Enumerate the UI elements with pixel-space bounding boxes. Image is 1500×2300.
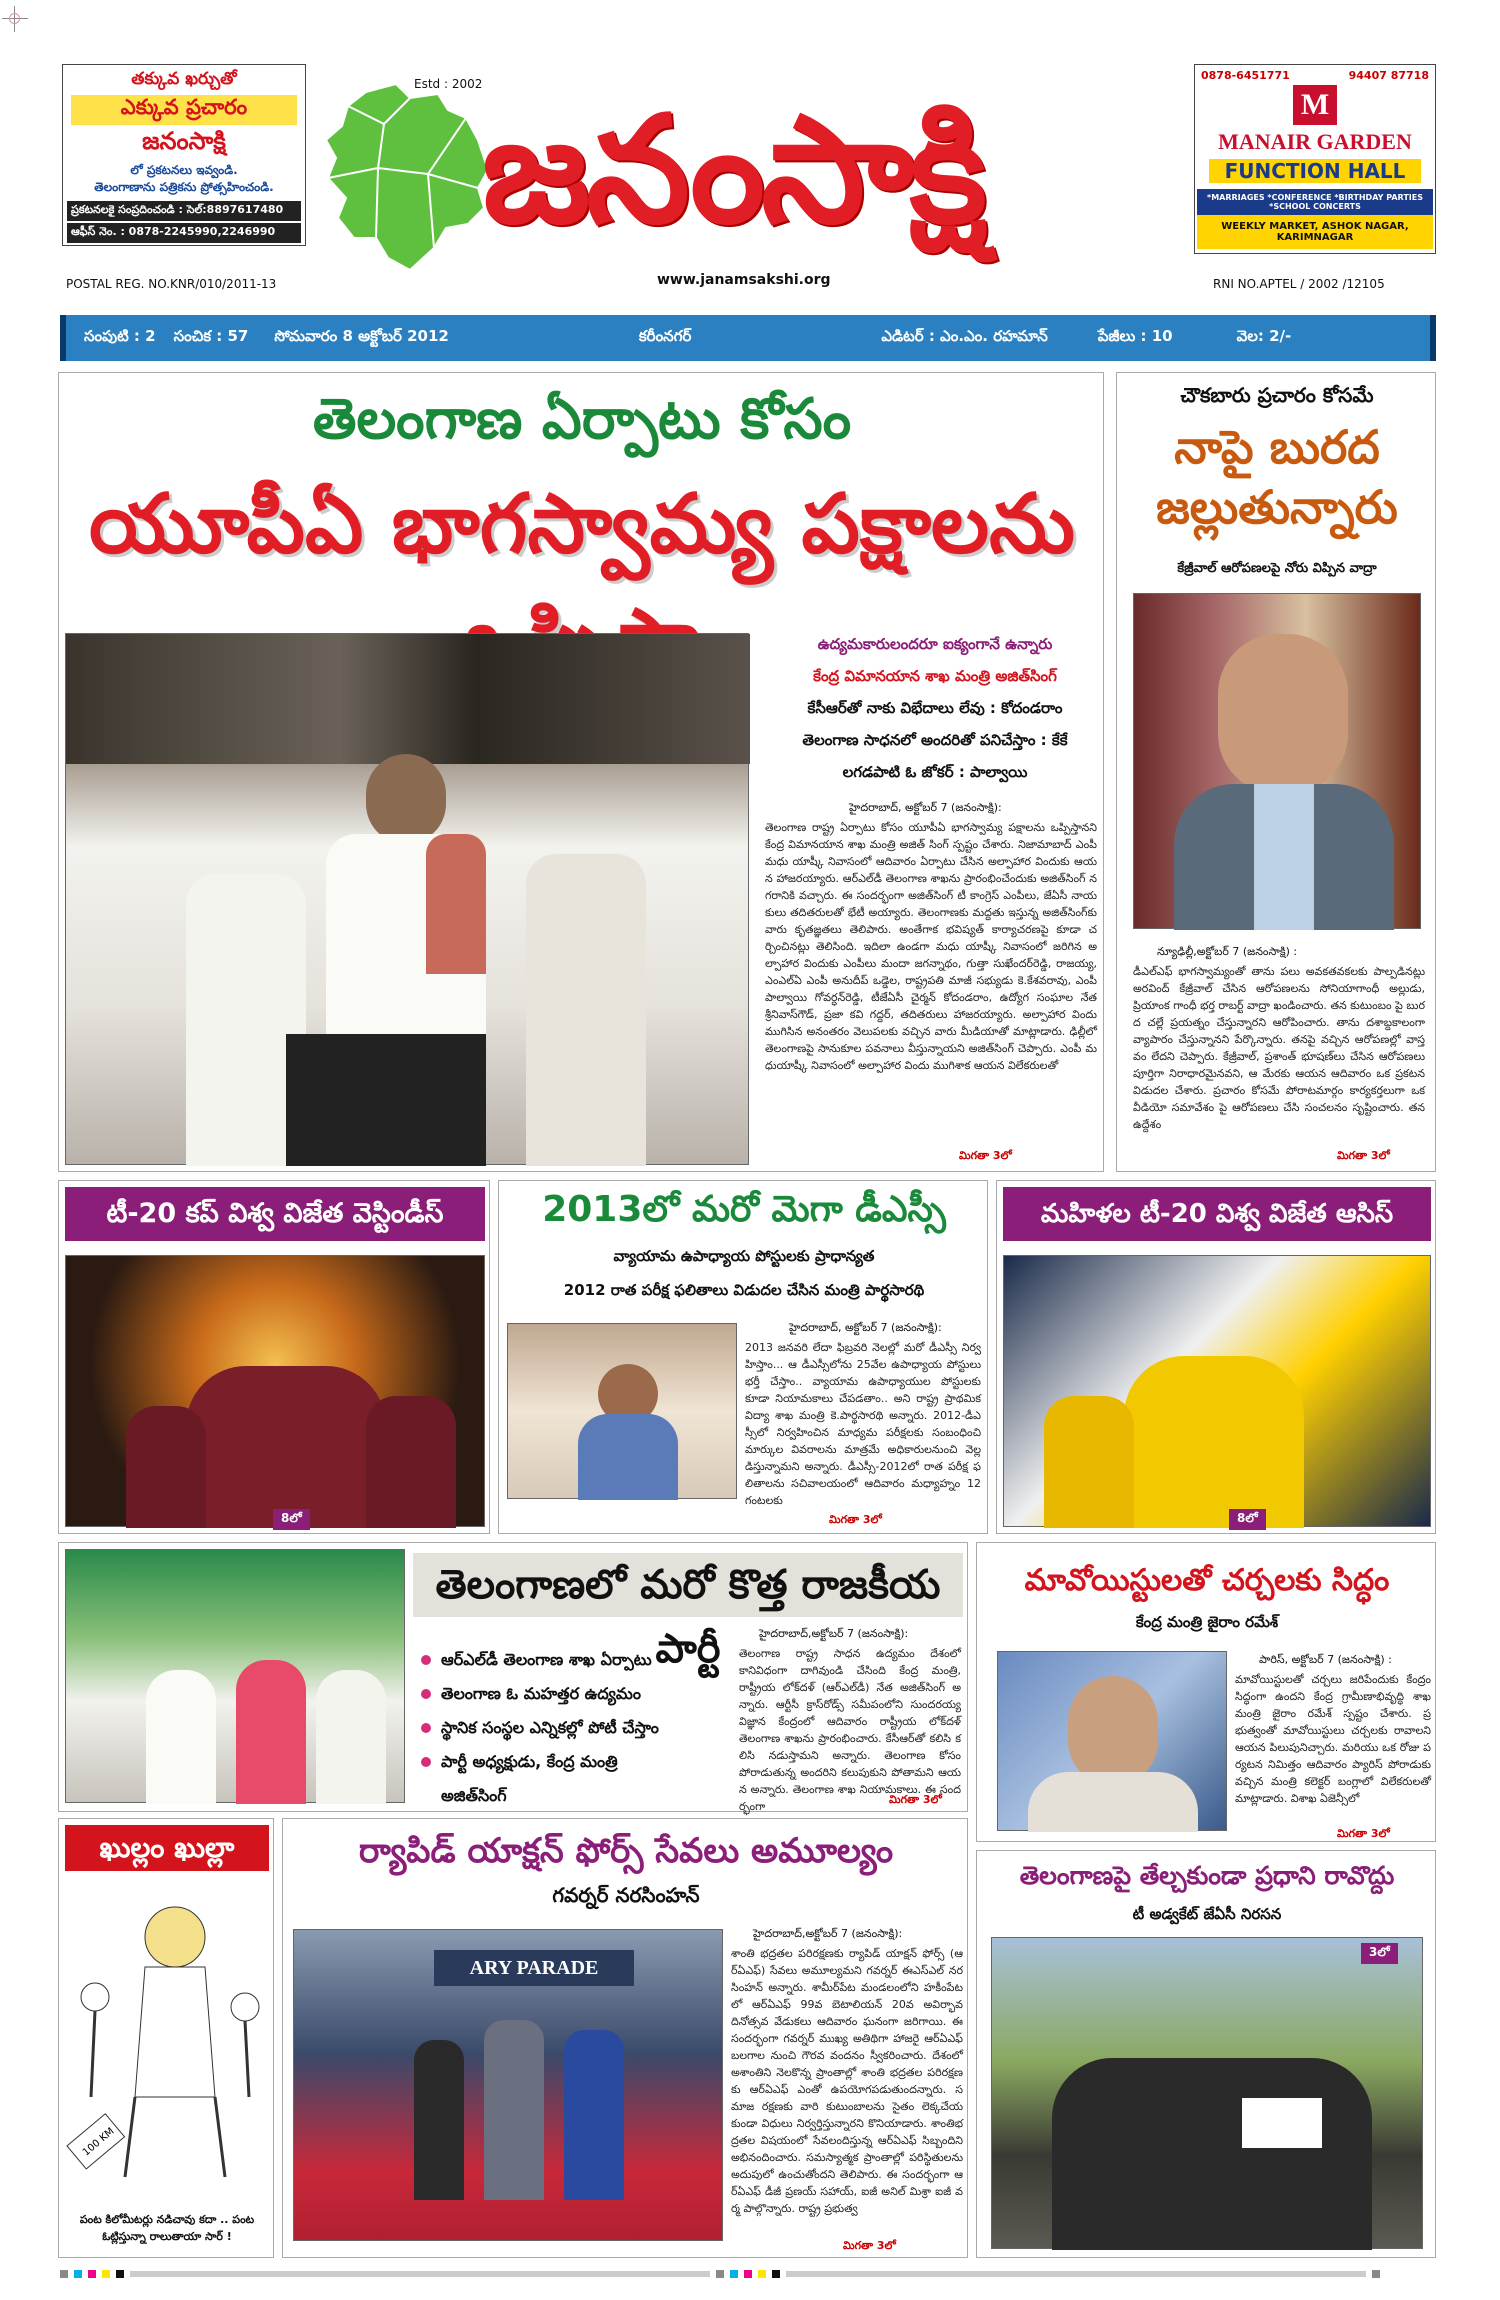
rld-headline: తెలంగాణలో మరో కొత్త రాజకీయ పార్టీ — [413, 1553, 963, 1617]
rld-bullet: ఆర్‌ఎల్‌డీ తెలంగాణ శాఖ ఏర్పాటు — [417, 1643, 667, 1677]
rld-bullets — [417, 1643, 667, 1813]
aus-headline: మహిళల టీ-20 విశ్వ విజేత ఆసిస్ — [1003, 1187, 1431, 1241]
raf-story[interactable] — [282, 1818, 968, 2258]
side-dateline: న్యూఢిల్లీ,అక్టోబర్ 7 (జనంసాక్షి) : — [1157, 945, 1298, 958]
jairam-story[interactable] — [976, 1542, 1436, 1842]
editor: ఎడిటర్ : ఎం.ఎం. రహమాన్ — [881, 327, 1048, 345]
ad-line-2: ఎక్కువ ప్రచారం — [71, 95, 297, 125]
dsc-photo — [507, 1323, 737, 1499]
postal-reg: POSTAL REG. NO.KNR/010/2011-13 — [66, 277, 277, 291]
jairam-sub: కేంద్ర మంత్రి జైరాం రమేశ్ — [1135, 1613, 1279, 1631]
lead-sub-4: తెలంగాణ సాధనలో అందరితో పనిచేస్తాం : కేకే — [802, 731, 1068, 749]
raf-more-link[interactable]: మిగతా 3లో — [843, 2239, 896, 2252]
jairam-body: మావోయిస్టులతో చర్చలు జరిపేందుకు కేంద్రం సిద్ధంగా ఉందని కేంద్ర గ్రామీణాభివృద్ధి శాఖ మంత్రి జైరాం రమేశ్ స్పష్టం చేశారు. ప్రభుత్వంతో మావోయిస్టులు చర్చలకు రావాలని ఆయన పిలుపునిచ్చారు. మరియు ఒక రోజు పర్యటన నిమిత్తం ఆదివారం ప్యారిస్ పోరాడుకు వచ్చిన మంత్రి కలెక్టర్ బంగ్లాలో విలేకరులతో మాట్లాడారు. విశాఖ ఏజెన్సీలో — [1235, 1673, 1431, 1805]
crop-mark — [9, 13, 20, 24]
cartoon-drawing — [65, 1877, 269, 2197]
place: కరీంనగర్ — [638, 327, 692, 345]
volume: సంపుటి : 2 — [84, 327, 156, 345]
side-sub: కేజ్రీవాల్ ఆరోపణలపై నోరు విప్పిన వాద్రా — [1177, 561, 1377, 576]
side-kicker: చౌకబారు ప్రచారం కోసమే — [1180, 383, 1374, 407]
jairam-photo — [997, 1651, 1227, 1831]
lead-more-link[interactable]: మిగతా 3లో — [959, 1149, 1012, 1162]
australia-photo — [1003, 1255, 1431, 1527]
cartoon[interactable] — [58, 1818, 274, 2258]
rld-photo — [65, 1549, 405, 1803]
lead-body: తెలంగాణ రాష్ట్ర ఏర్పాటు కోసం యూపీఏ భాగస్వామ్య పక్షాలను ఒప్పిస్తానని కేంద్ర విమానయాన శాఖ మంత్రి అజిత్ సింగ్ స్పష్టం చేశారు. నిజామాబాద్ ఎంపీ మధు యాష్కీ నివాసంలో ఆదివారం ఏర్పాటు చేసిన అల్పాహార విందుకు ఆయన హాజరయ్యారు. ఆర్‌ఎల్‌డీ తెలంగాణ శాఖను ప్రారంభించేందుకు అజిత్‌సింగ్ నగరానికి వచ్చారు. ఈ సందర్భంగా అజిత్‌సింగ్ టీ కాంగ్రెస్ ఎంపీలు, జేఏసీ నాయకులు తదితరులతో భేటీ అయ్యారు. తెలంగాణకు మద్దతు ఇస్తున్న అజిత్‌సింగ్‌కు వారు కృతజ్ఞతలు తెలిపారు. అంతేగాక భవిష్యత్ కార్యాచరణపై కూడా చర్చించినట్లు తెలిసింది. ఇదిలా ఉండగా మధు యాష్కీ నివాసంలో జరిగిన అల్పాహార విందుకు ఎంపీలు మందా జగన్నాథం, గుత్తా సుఖేందర్‌రెడ్డి, రాజయ్య, ఎంఎల్‌ఏ ఎంపీ అనుదీప్ ఒడ్డెల, రాష్ట్రపతి మాజీ సభ్యుడు కె.కేశవరావు, ఎంపీ పాల్వాయి గోవర్ధన్‌రెడ్డి, టీజేఏసీ చైర్మన్ కోదండరాం, ఉద్యోగ సంఘాల నేత శ్రీనివాస్‌గౌడ్, ప్రజా కవి గద్దర్, తదితరులు హాజరయ్యారు. అల్పాహార విందు ముగిసిన అనంతరం వెలుపలకు వచ్చిన వారు మీడియాతో మాట్లాడారు. ఢిల్లీలో తెలంగాణపై సానుకూల పవనాలు వీస్తున్నాయని అజిత్‌సింగ్ చెప్పారు. ఎంపీ మధుయాష్కీ నివాసంలో అల్పాహార విందు ముగిశాక ఆయన విలేకరులతో — [765, 821, 1097, 1072]
pm-page-ref[interactable]: 3లో — [1361, 1943, 1398, 1964]
jairam-headline: మావోయిస్టులతో చర్చలకు సిద్ధం — [1024, 1563, 1390, 1598]
ad-brand: జనంసాక్షి — [142, 127, 226, 155]
side-story[interactable] — [1116, 372, 1436, 1172]
aus-page-ref[interactable]: 8లో — [1229, 1509, 1266, 1530]
estd-label: Estd : 2002 — [414, 77, 483, 91]
raf-photo — [293, 1929, 723, 2241]
rld-bullet: పార్టీ అధ్యక్షుడు, కేంద్ర మంత్రి అజిత్‌సింగ్ — [417, 1745, 667, 1813]
west-indies-story[interactable] — [58, 1180, 490, 1534]
west-indies-photo — [65, 1255, 485, 1527]
manair-logo: M — [1293, 85, 1337, 125]
dsc-more-link[interactable]: మిగతా 3లో — [829, 1513, 882, 1526]
right-advertisement[interactable] — [1194, 64, 1436, 254]
lead-sub-2: కేంద్ర విమానయాన శాఖ మంత్రి అజిత్‌సింగ్ — [813, 667, 1057, 685]
cartoon-title: ఖుల్లం ఖుల్లా — [65, 1825, 269, 1871]
left-advertisement[interactable] — [62, 64, 306, 246]
lead-kicker: తెలంగాణ ఏర్పాటు కోసం — [312, 387, 852, 452]
cartoon-placard: 100 KM — [80, 2125, 117, 2159]
side-more-link[interactable]: మిగతా 3లో — [1337, 1149, 1390, 1162]
vadra-photo — [1133, 593, 1421, 929]
cartoon-caption: పంట కిలోమీటర్లు నడిచావు కదా .. పంట ఓట్లిస్తున్నా రాలుతాయా సార్ ! — [79, 2213, 255, 2243]
registration-bar — [60, 2270, 1440, 2278]
masthead-title: జనంసాక్షి — [482, 84, 983, 256]
lead-dateline: హైదరాబాద్, అక్టోబర్ 7 (జనంసాక్షి): — [849, 801, 1002, 814]
page-count: పేజీలు : 10 — [1097, 327, 1173, 345]
rld-bullet: తెలంగాణ ఓ మహత్తర ఉద్యమం — [417, 1677, 667, 1711]
pm-headline: తెలంగాణపై తేల్చకుండా ప్రధాని రావొద్దు — [1019, 1861, 1395, 1890]
ad-phone-2: 94407 87718 — [1348, 69, 1429, 82]
rld-more-link[interactable]: మిగతా 3లో — [889, 1793, 942, 1806]
lead-sub-1: ఉద్యమకారులందరూ ఐక్యంగానే ఉన్నారు — [817, 635, 1053, 653]
rld-dateline: హైదరాబాద్,అక్టోబర్ 7 (జనంసాక్షి): — [759, 1627, 909, 1640]
raf-sub: గవర్నర్ నరసింహన్ — [552, 1883, 700, 1907]
price: వెల: 2/- — [1236, 327, 1292, 345]
lead-sub-3: కేసీఆర్‌తో నాకు విభేదాలు లేవు : కోదండరాం — [807, 699, 1063, 717]
ad-name: MANAIR GARDEN — [1218, 129, 1412, 154]
raf-headline: ర్యాపిడ్ యాక్షన్ ఫోర్స్ సేవలు అమూల్యం — [358, 1831, 894, 1871]
wi-headline: టీ-20 కప్ విశ్వ విజేత వెస్టిండీస్ — [65, 1187, 485, 1241]
ad-line-6: ఆఫీస్ నెం. : 0878-2245990,2246990 — [67, 223, 301, 243]
ad-sub: FUNCTION HALL — [1209, 159, 1421, 183]
dateline-bar — [60, 315, 1436, 361]
lead-photo — [65, 633, 749, 1165]
dsc-body: 2013 జనవరి లేదా ఫిబ్రవరి నెలల్లో మరో డీఎస్సీ నిర్వహిస్తాం... ఆ డీఎస్సీలోను 25వేల ఉపాధ్యాయ పోస్టులు భర్తీ చేస్తాం.. వ్యాయామ ఉపాధ్యాయుల పోస్టులకు కూడా నియామకాలు చేపడతాం.. అని రాష్ట్ర ప్రాథమిక విద్యా శాఖ మంత్రి కె.పార్థసారథి అన్నారు. 2012-డీఎస్సీలో నిర్వహించిన మాధ్యమ పరీక్షలకు సంబంధించి మార్కుల వివరాలను మాత్రమే అధికారులనుంచి వెల్లడిస్తున్నామని అన్నారు. డీఎస్సీ-2012లో రాత పరీక్ష ఫలితాలను సచివాలయంలో ఆదివారం మధ్యాహ్నం 12 గంటలకు — [745, 1341, 981, 1507]
issue-date: సోమవారం 8 అక్టోబర్ 2012 — [274, 327, 449, 345]
telangana-map — [318, 78, 498, 278]
rni-number: RNI NO.APTEL / 2002 /12105 — [1213, 277, 1385, 291]
raf-banner: ARY PARADE — [434, 1950, 634, 1986]
issue: సంచిక : 57 — [173, 327, 249, 345]
ad-services: *MARRIAGES *CONFERENCE *BIRTHDAY PARTIES *SCHOOL CONCERTS — [1197, 189, 1433, 215]
pm-sub: టీ అడ్వకేట్ జేఏసీ నిరసన — [1132, 1905, 1282, 1923]
ad-phone-1: 0878-6451771 — [1201, 69, 1290, 82]
dsc-sub-1: వ్యాయామ ఉపాధ్యాయ పోస్టులకు ప్రాధాన్యత — [613, 1247, 875, 1265]
lead-headline: యూపీఏ భాగస్వామ్య పక్షాలను — [88, 477, 1076, 572]
pm-photo — [991, 1937, 1423, 2249]
pm-story[interactable] — [976, 1850, 1436, 2258]
dsc-sub-2: 2012 రాత పరీక్ష ఫలితాలు విడుదల చేసిన మంత్రి పార్థసారథి — [563, 1281, 925, 1299]
side-headline: నాపై బురద జల్లుతున్నారు — [1156, 420, 1398, 534]
rld-story[interactable] — [58, 1542, 968, 1812]
rld-body: తెలంగాణ రాష్ట్ర సాధన ఉద్యమం దేశంలో కానివిధంగా దాగివుండి చేసింది కేంద్ర మంత్రి, రాష్ట్రీయ లోక్‌దళ్ (ఆర్‌ఎల్‌డీ) నేత అజిత్‌సింగ్ అన్నారు. ఆర్టీసీ క్రాస్‌రోడ్స్ సమీపంలోని సుందరయ్య విజ్ఞాన కేంద్రంలో ఆదివారం రాష్ట్రీయ లోక్‌దళ్ తెలంగాణ శాఖను ప్రారంభించారు. కేసీఆర్‌తో కలిసి కలిసి నడుస్తామని అన్నారు. తెలంగాణ కోసం పోరాడుతున్న అందరిని కలుపుకుని పోతామని ఆయన అన్నారు. తెలంగాణ శాఖ నియామకాలు. ఈ సందర్భంగా — [739, 1647, 961, 1813]
wi-page-ref[interactable]: 8లో — [273, 1509, 310, 1530]
ad-line-5: ప్రకటనలకై సంప్రదించండి : సెల్:8897617480 — [67, 201, 301, 221]
ad-line-1: తక్కువ ఖర్చుతో — [131, 69, 237, 89]
dsc-story[interactable] — [498, 1180, 988, 1534]
jairam-more-link[interactable]: మిగతా 3లో — [1337, 1827, 1390, 1840]
ad-address: WEEKLY MARKET, ASHOK NAGAR, KARIMNAGAR — [1197, 215, 1433, 249]
dsc-dateline: హైదరాబాద్, అక్టోబర్ 7 (జనంసాక్షి): — [789, 1321, 942, 1334]
rld-bullet: స్థానిక సంస్థల ఎన్నికల్లో పోటీ చేస్తాం — [417, 1711, 667, 1745]
australia-story[interactable] — [996, 1180, 1436, 1534]
jairam-dateline: పారిస్, అక్టోబర్ 7 (జనంసాక్షి) : — [1259, 1653, 1392, 1666]
lead-story[interactable] — [58, 372, 1104, 1172]
ad-line-3: లో ప్రకటనలు ఇవ్వండి. — [130, 163, 238, 177]
ad-line-4: తెలంగాణాను పత్రికను ప్రోత్సహించండి. — [94, 180, 274, 194]
website[interactable]: www.janamsakshi.org — [657, 272, 831, 288]
lead-sub-5: లగడపాటి ఓ జోకర్ : పాల్వాయి — [842, 763, 1028, 781]
side-body: డీఎల్‌ఎఫ్ భాగస్వామ్యంతో తాను పలు అవకతవకలకు పాల్పడినట్లు అరవింద్ కేజ్రీవాల్ చేసిన ఆరోపణలను సోనియాగాంధీ అల్లుడు, ప్రియాంక గాంధీ భర్త రాబర్ట్ వాద్రా ఖండించారు. తన కుటుంబం పై బురద చల్లే ప్రయత్నం చేస్తున్నారని ఆరోపించారు. తాను దశాబ్దకాలంగా వ్యాపారం చేస్తున్నానని పేర్కొన్నారు. తనపై వచ్చిన ఆరోపణల్లో వాస్తవం లేదని చెప్పారు. కేజ్రీవాల్, ప్రశాంత్ భూషణ్‌లు చేసిన ఆరోపణలు పూర్తిగా నిరాధారమైనవని, ఆ మేరకు ఆయన ఆదివారం ఒక ప్రకటన విడుదల చేశారు. ప్రచారం కోసమే పోరాటమార్గం కార్యకర్తలుగా ఒక వీడియో సమావేశం పై ఆరోపణలు చేసి సంచలనం సృష్టించారు. తన ఉద్దేశం — [1133, 965, 1425, 1131]
dsc-headline: 2013లో మరో మెగా డీఎస్సీ — [542, 1189, 946, 1230]
raf-dateline: హైదరాబాద్,అక్టోబర్ 7 (జనంసాక్షి): — [753, 1927, 903, 1940]
raf-body: శాంతి భద్రతల పరిరక్షణకు ర్యాపిడ్ యాక్షన్ ఫోర్స్ (ఆర్‌ఏఎఫ్) సేవలు అమూల్యమని గవర్నర్ ఈఎస్‌ఎల్ నరసింహన్ అన్నారు. శామీర్‌పేట మండలంలోని హకీంపేటలో ఆర్‌ఏఎఫ్ 99వ బెటాలియన్ 20వ అవిర్భావ దినోత్సవ వేడుకలు ఆదివారం ఘనంగా జరిగాయి. ఈ సందర్భంగా గవర్నర్ ముఖ్య అతిథిగా హాజరై ఆర్‌ఏఎఫ్ బలగాల నుంచి గౌరవ వందనం స్వీకరించారు. దేశంలో అశాంతిని నెలకొన్న ప్రాంతాల్లో శాంతి భద్రతల పరిరక్షణకు ఆర్‌ఏఎఫ్ ఎంతో ఉపయోగపడుతుందన్నారు. సమాజ రక్షణకు వారి కుటుంబాలను సైతం లెక్కచేయకుండా విధులు నిర్వర్తిస్తున్నారని కొనియాడారు. శాంతిభద్రతల విషయంలో సేవలందిస్తున్న ఆర్‌ఏఎఫ్ సిబ్బందిని అభినందించారు. సమస్యాత్మక ప్రాంతాల్లో పరిస్థితులను అదుపులో ఉంచుతోందని తెలిపారు. ఈ సందర్భంగా ఆర్‌ఏఎఫ్ డీజీ ప్రణయ్ సహాయ్, ఐజీ అనిల్ మిశ్రా ఐజీ వర్మ పాల్గొన్నారు. రాష్ట్ర ప్రభుత్వ — [731, 1947, 963, 2215]
